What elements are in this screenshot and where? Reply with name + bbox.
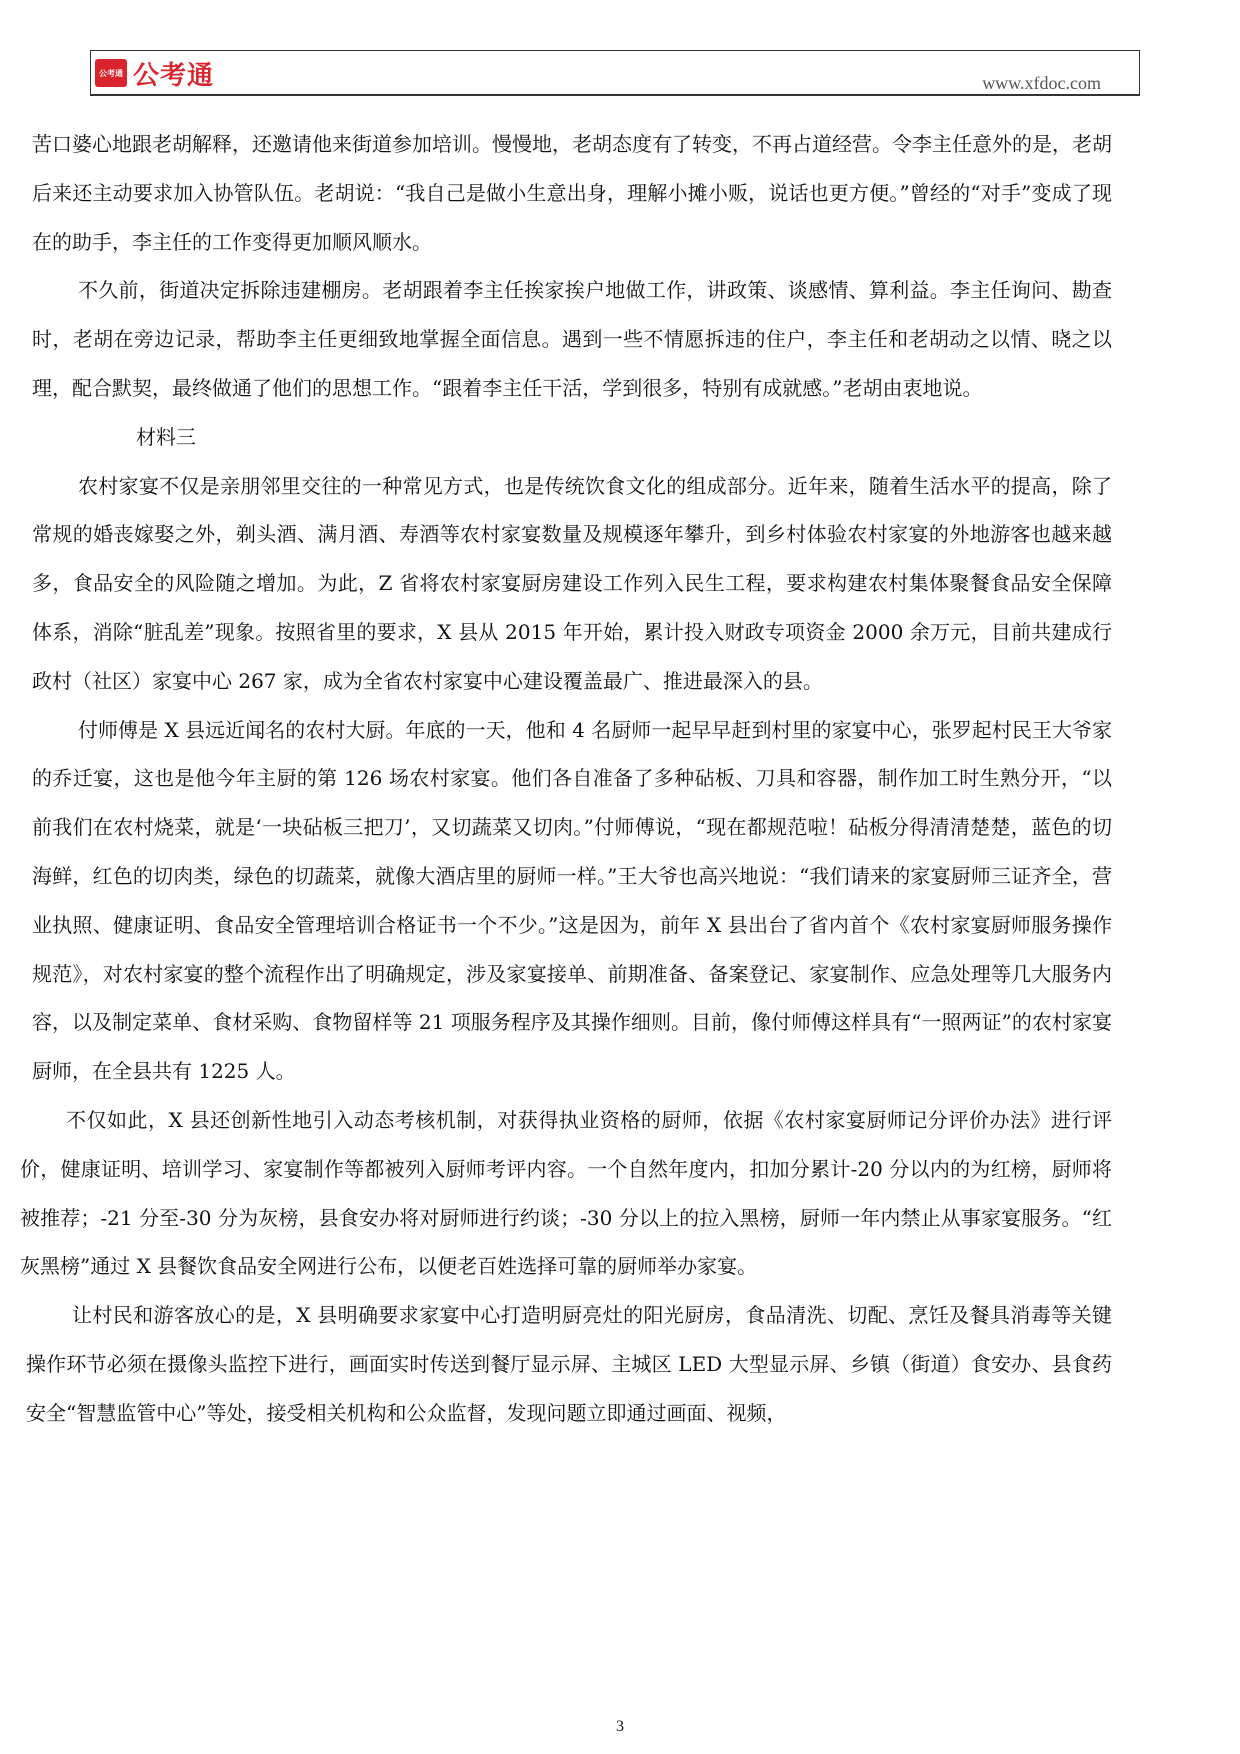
paragraph: 农村家宴不仅是亲朋邻里交往的一种常见方式，也是传统饮食文化的组成部分。近年来，随着生活水平的提高，除了常规的婚丧嫁娶之外，剃头酒、满月酒、寿酒等农村家宴数量及规模逐年攀升，到乡村体验农村家宴的外地游客也越来越多，食品安全的风险随之增加。为此，Z 省将农村家宴厨房建设工作列入民生工程，要求构建农村集体聚餐食品安全保障体系，消除“脏乱差”现象。按照省里的要求，X 县从 2015 年开始，累计投入财政专项资金 2000 余万元，目前共建成行政村（社区）家宴中心 267 家，成为全省农村家宴中心建设覆盖最广、推进最深入的县。 xyxy=(32,473,1112,693)
document-body xyxy=(20,120,1112,1438)
logo-badge-icon: 公考通 xyxy=(95,59,127,87)
page-header xyxy=(90,50,1140,96)
logo-text: 公考通 xyxy=(133,60,215,91)
paragraph: 让村民和游客放心的是，X 县明确要求家宴中心打造明厨亮灶的阳光厨房，食品清洗、切配、烹饪及餐具消毒等关键操作环节必须在摄像头监控下进行，画面实时传送到餐厅显示屏、主城区 LED 大型显示屏、乡镇（街道）食安办、县食药安全“智慧监管中心”等处，接受相关机构和公众监督，发现问题立即通过画面、视频， xyxy=(26,1303,1112,1425)
paragraph: 付师傅是 X 县远近闻名的农村大厨。年底的一天，他和 4 名厨师一起早早赶到村里的家宴中心，张罗起村民王大爷家的乔迁宴，这也是他今年主厨的第 126 场农村家宴。他们各自准备了多种砧板、刀具和容器，制作加工时生熟分开，“以前我们在农村烧菜，就是‘一块砧板三把刀’，又切蔬菜又切肉。”付师傅说，“现在都规范啦！砧板分得清清楚楚，蓝色的切海鲜，红色的切肉类，绿色的切蔬菜，就像大酒店里的厨师一样。”王大爷也高兴地说：“我们请来的家宴厨师三证齐全，营业执照、健康证明、食品安全管理培训合格证书一个不少。”这是因为，前年 X 县出台了省内首个《农村家宴厨师服务操作规范》，对农村家宴的整个流程作出了明确规定，涉及家宴接单、前期准备、备案登记、家宴制作、应急处理等几大服务内容，以及制定菜单、食材采购、食物留样等 21 项服务程序及其操作细则。目前，像付师傅这样具有“一照两证”的农村家宴厨师，在全县共有 1225 人。 xyxy=(32,717,1112,1084)
paragraph: 不久前，街道决定拆除违建棚房。老胡跟着李主任挨家挨户地做工作，讲政策、谈感情、算利益。李主任询问、勘查时，老胡在旁边记录，帮助李主任更细致地掌握全面信息。遇到一些不情愿拆违的住户，李主任和老胡动之以情、晓之以理，配合默契，最终做通了他们的思想工作。“跟着李主任干活，学到很多，特别有成就感。”老胡由衷地说。 xyxy=(32,278,1112,400)
paragraph: 苦口婆心地跟老胡解释，还邀请他来街道参加培训。慢慢地，老胡态度有了转变，不再占道经营。令李主任意外的是，老胡后来还主动要求加入协管队伍。老胡说：“我自己是做小生意出身，理解小摊小贩，说话也更方便。”曾经的“对手”变成了现在的助手，李主任的工作变得更加顺风顺水。 xyxy=(32,132,1112,254)
logo xyxy=(95,57,214,89)
page-number: 3 xyxy=(616,1718,624,1735)
section-heading: 材料三 xyxy=(136,424,196,449)
site-url: www.xfdoc.com xyxy=(982,73,1101,93)
paragraph: 不仅如此，X 县还创新性地引入动态考核机制，对获得执业资格的厨师，依据《农村家宴厨师记分评价办法》进行评价，健康证明、培训学习、家宴制作等都被列入厨师考评内容。一个自然年度内，扣加分累计-20 分以内的为红榜，厨师将被推荐；-21 分至-30 分为灰榜，县食安办将对厨师进行约谈；-30 分以上的拉入黑榜，厨师一年内禁止从事家宴服务。“红灰黑榜”通过 X 县餐饮食品安全网进行公布，以便老百姓选择可靠的厨师举办家宴。 xyxy=(20,1107,1112,1279)
